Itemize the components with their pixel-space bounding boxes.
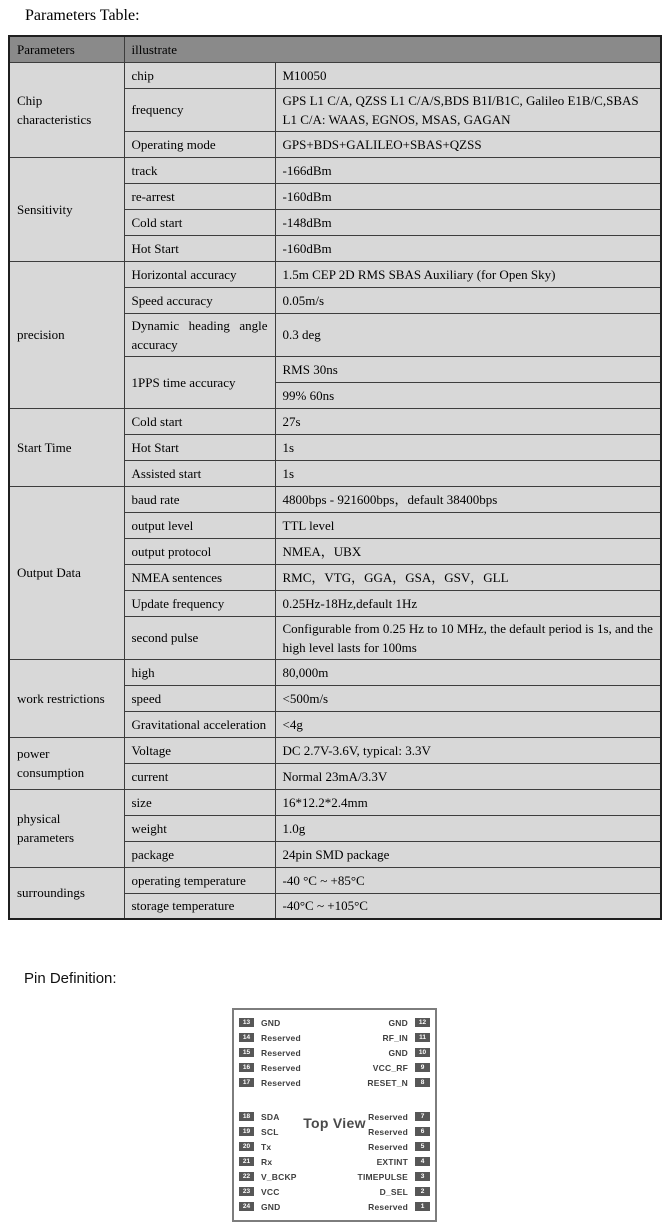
- pin-label: RF_IN: [382, 1032, 408, 1043]
- pin-number-badge: 13: [239, 1018, 254, 1027]
- param-cell: Speed accuracy: [124, 287, 275, 313]
- param-cell: track: [124, 157, 275, 183]
- table-row: [9, 261, 661, 287]
- pin-label: RESET_N: [367, 1077, 408, 1088]
- param-cell: Operating mode: [124, 131, 275, 157]
- pin-row: [239, 1154, 272, 1169]
- value-cell: 4800bps - 921600bps，default 38400bps: [275, 486, 661, 512]
- pin-number-badge: 15: [239, 1048, 254, 1057]
- value-cell: 80,000m: [275, 659, 661, 685]
- value-cell: -160dBm: [275, 235, 661, 261]
- pin-label: V_BCKP: [261, 1171, 297, 1182]
- group-cell: precision: [9, 261, 124, 408]
- table-row: [9, 789, 661, 815]
- pin-label: GND: [388, 1047, 408, 1058]
- pin-label: VCC_RF: [372, 1062, 408, 1073]
- value-cell: <500m/s: [275, 685, 661, 711]
- value-cell: M10050: [275, 62, 661, 88]
- pin-label: VCC: [261, 1186, 280, 1197]
- value-cell: 1.0g: [275, 815, 661, 841]
- pin-row: [389, 1045, 431, 1060]
- value-cell: -40°C ~ +105°C: [275, 893, 661, 919]
- table-row: [9, 659, 661, 685]
- pin-row: [368, 1139, 430, 1154]
- value-cell: GPS+BDS+GALILEO+SBAS+QZSS: [275, 131, 661, 157]
- pin-number-badge: 22: [239, 1172, 254, 1181]
- pin-number-badge: 10: [415, 1048, 430, 1057]
- value-cell: -166dBm: [275, 157, 661, 183]
- pin-number-badge: 12: [415, 1018, 430, 1027]
- page-title: Parameters Table:: [25, 7, 140, 24]
- value-cell: 0.05m/s: [275, 287, 661, 313]
- param-cell: Hot Start: [124, 235, 275, 261]
- param-cell: Dynamic heading angle accuracy: [124, 313, 275, 356]
- value-cell: Configurable from 0.25 Hz to 10 MHz, the default period is 1s, and the high level lasts for 100ms: [275, 616, 661, 659]
- pin-number-badge: 4: [415, 1157, 430, 1166]
- pin-label: GND: [261, 1201, 281, 1212]
- value-cell: DC 2.7V-3.6V, typical: 3.3V: [275, 737, 661, 763]
- pin-number-badge: 14: [239, 1033, 254, 1042]
- param-cell: Gravitational acceleration: [124, 711, 275, 737]
- pin-label: Reserved: [368, 1111, 408, 1122]
- pin-label: GND: [261, 1017, 281, 1028]
- pin-number-badge: 6: [415, 1127, 430, 1136]
- param-cell: second pulse: [124, 616, 275, 659]
- group-cell: physical parameters: [9, 789, 124, 867]
- parameters-table-body: [9, 36, 661, 919]
- pin-number-badge: 8: [415, 1078, 430, 1087]
- pin-row: [382, 1030, 430, 1045]
- pin-number-badge: 18: [239, 1112, 254, 1121]
- param-cell: Assisted start: [124, 460, 275, 486]
- pin-row: [239, 1169, 297, 1184]
- pin-definition-title: Pin Definition:: [24, 970, 117, 987]
- pin-row: [368, 1199, 430, 1214]
- header-cell-illustrate: illustrate: [124, 36, 661, 62]
- pin-label: Reserved: [368, 1201, 408, 1212]
- pin-row: [239, 1075, 301, 1090]
- table-row: [9, 486, 661, 512]
- value-cell: GPS L1 C/A, QZSS L1 C/A/S,BDS B1I/B1C, Galileo E1B/C,SBAS L1 C/A: WAAS, EGNOS, MSAS, GAGAN: [275, 88, 661, 131]
- header-cell-parameters: Parameters: [9, 36, 124, 62]
- pin-row: [239, 1060, 301, 1075]
- chip-diagram: [232, 1008, 437, 1222]
- pin-label: Rx: [261, 1156, 273, 1167]
- value-cell: RMS 30ns: [275, 356, 661, 382]
- param-cell: re-arrest: [124, 183, 275, 209]
- param-cell: speed: [124, 685, 275, 711]
- pin-label: SCL: [261, 1126, 279, 1137]
- param-cell: Hot Start: [124, 434, 275, 460]
- pin-number-badge: 16: [239, 1063, 254, 1072]
- pin-number-badge: 24: [239, 1202, 254, 1211]
- param-cell: Update frequency: [124, 590, 275, 616]
- param-cell: output level: [124, 512, 275, 538]
- pin-row: [373, 1060, 430, 1075]
- table-row: [9, 62, 661, 88]
- pin-number-badge: 1: [415, 1202, 430, 1211]
- param-cell: operating temperature: [124, 867, 275, 893]
- param-cell: frequency: [124, 88, 275, 131]
- pin-row: [239, 1015, 281, 1030]
- param-cell: output protocol: [124, 538, 275, 564]
- param-cell: size: [124, 789, 275, 815]
- pin-label: Reserved: [261, 1062, 301, 1073]
- pin-number-badge: 19: [239, 1127, 254, 1136]
- param-cell: baud rate: [124, 486, 275, 512]
- param-cell: package: [124, 841, 275, 867]
- pin-row: [239, 1030, 301, 1045]
- pin-label: GND: [388, 1017, 408, 1028]
- value-cell: Normal 23mA/3.3V: [275, 763, 661, 789]
- pin-number-badge: 7: [415, 1112, 430, 1121]
- pin-number-badge: 9: [415, 1063, 430, 1072]
- table-row: [9, 867, 661, 893]
- pin-label: Reserved: [261, 1032, 301, 1043]
- group-cell: Sensitivity: [9, 157, 124, 261]
- pin-number-badge: 21: [239, 1157, 254, 1166]
- pin-row: [377, 1154, 430, 1169]
- pin-row: [239, 1139, 271, 1154]
- pin-number-badge: 23: [239, 1187, 254, 1196]
- param-cell: 1PPS time accuracy: [124, 356, 275, 408]
- group-cell: Output Data: [9, 486, 124, 659]
- param-cell: chip: [124, 62, 275, 88]
- pin-label: TIMEPULSE: [357, 1171, 408, 1182]
- pin-row: [239, 1184, 280, 1199]
- pin-row: [239, 1045, 301, 1060]
- pin-number-badge: 3: [415, 1172, 430, 1181]
- value-cell: NMEA，UBX: [275, 538, 661, 564]
- value-cell: <4g: [275, 711, 661, 737]
- pin-label: D_SEL: [379, 1186, 408, 1197]
- pin-label: Reserved: [368, 1126, 408, 1137]
- pin-number-badge: 2: [415, 1187, 430, 1196]
- pin-label: EXTINT: [376, 1156, 408, 1167]
- value-cell: -148dBm: [275, 209, 661, 235]
- value-cell: 1.5m CEP 2D RMS SBAS Auxiliary (for Open Sky): [275, 261, 661, 287]
- group-cell: Start Time: [9, 408, 124, 486]
- value-cell: 24pin SMD package: [275, 841, 661, 867]
- value-cell: 0.3 deg: [275, 313, 661, 356]
- value-cell: -40 °C ~ +85°C: [275, 867, 661, 893]
- group-cell: work restrictions: [9, 659, 124, 737]
- top-view-label: Top View: [303, 1115, 366, 1131]
- pin-row: [358, 1169, 430, 1184]
- table-header-row: [9, 36, 661, 62]
- value-cell: RMC，VTG，GGA，GSA，GSV，GLL: [275, 564, 661, 590]
- pin-label: Reserved: [261, 1047, 301, 1058]
- pin-number-badge: 5: [415, 1142, 430, 1151]
- pin-row: [239, 1199, 281, 1214]
- group-cell: Chip characteristics: [9, 62, 124, 157]
- pin-row: [380, 1184, 430, 1199]
- pin-row: [367, 1075, 430, 1090]
- param-cell: storage temperature: [124, 893, 275, 919]
- value-cell: 0.25Hz-18Hz,default 1Hz: [275, 590, 661, 616]
- parameters-table: [8, 35, 662, 920]
- value-cell: 16*12.2*2.4mm: [275, 789, 661, 815]
- pin-number-badge: 20: [239, 1142, 254, 1151]
- param-cell: NMEA sentences: [124, 564, 275, 590]
- value-cell: 1s: [275, 434, 661, 460]
- table-row: [9, 408, 661, 434]
- group-cell: power consumption: [9, 737, 124, 789]
- pin-number-badge: 11: [415, 1033, 430, 1042]
- value-cell: 1s: [275, 460, 661, 486]
- param-cell: high: [124, 659, 275, 685]
- table-row: [9, 737, 661, 763]
- pin-label: Tx: [261, 1141, 272, 1152]
- value-cell: 99% 60ns: [275, 382, 661, 408]
- pin-label: Reserved: [368, 1141, 408, 1152]
- value-cell: TTL level: [275, 512, 661, 538]
- param-cell: current: [124, 763, 275, 789]
- value-cell: -160dBm: [275, 183, 661, 209]
- pin-label: SDA: [261, 1111, 280, 1122]
- pin-label: Reserved: [261, 1077, 301, 1088]
- group-cell: surroundings: [9, 867, 124, 919]
- table-row: [9, 157, 661, 183]
- param-cell: Voltage: [124, 737, 275, 763]
- param-cell: weight: [124, 815, 275, 841]
- param-cell: Cold start: [124, 209, 275, 235]
- param-cell: Cold start: [124, 408, 275, 434]
- pin-number-badge: 17: [239, 1078, 254, 1087]
- param-cell: Horizontal accuracy: [124, 261, 275, 287]
- pin-row: [389, 1015, 431, 1030]
- value-cell: 27s: [275, 408, 661, 434]
